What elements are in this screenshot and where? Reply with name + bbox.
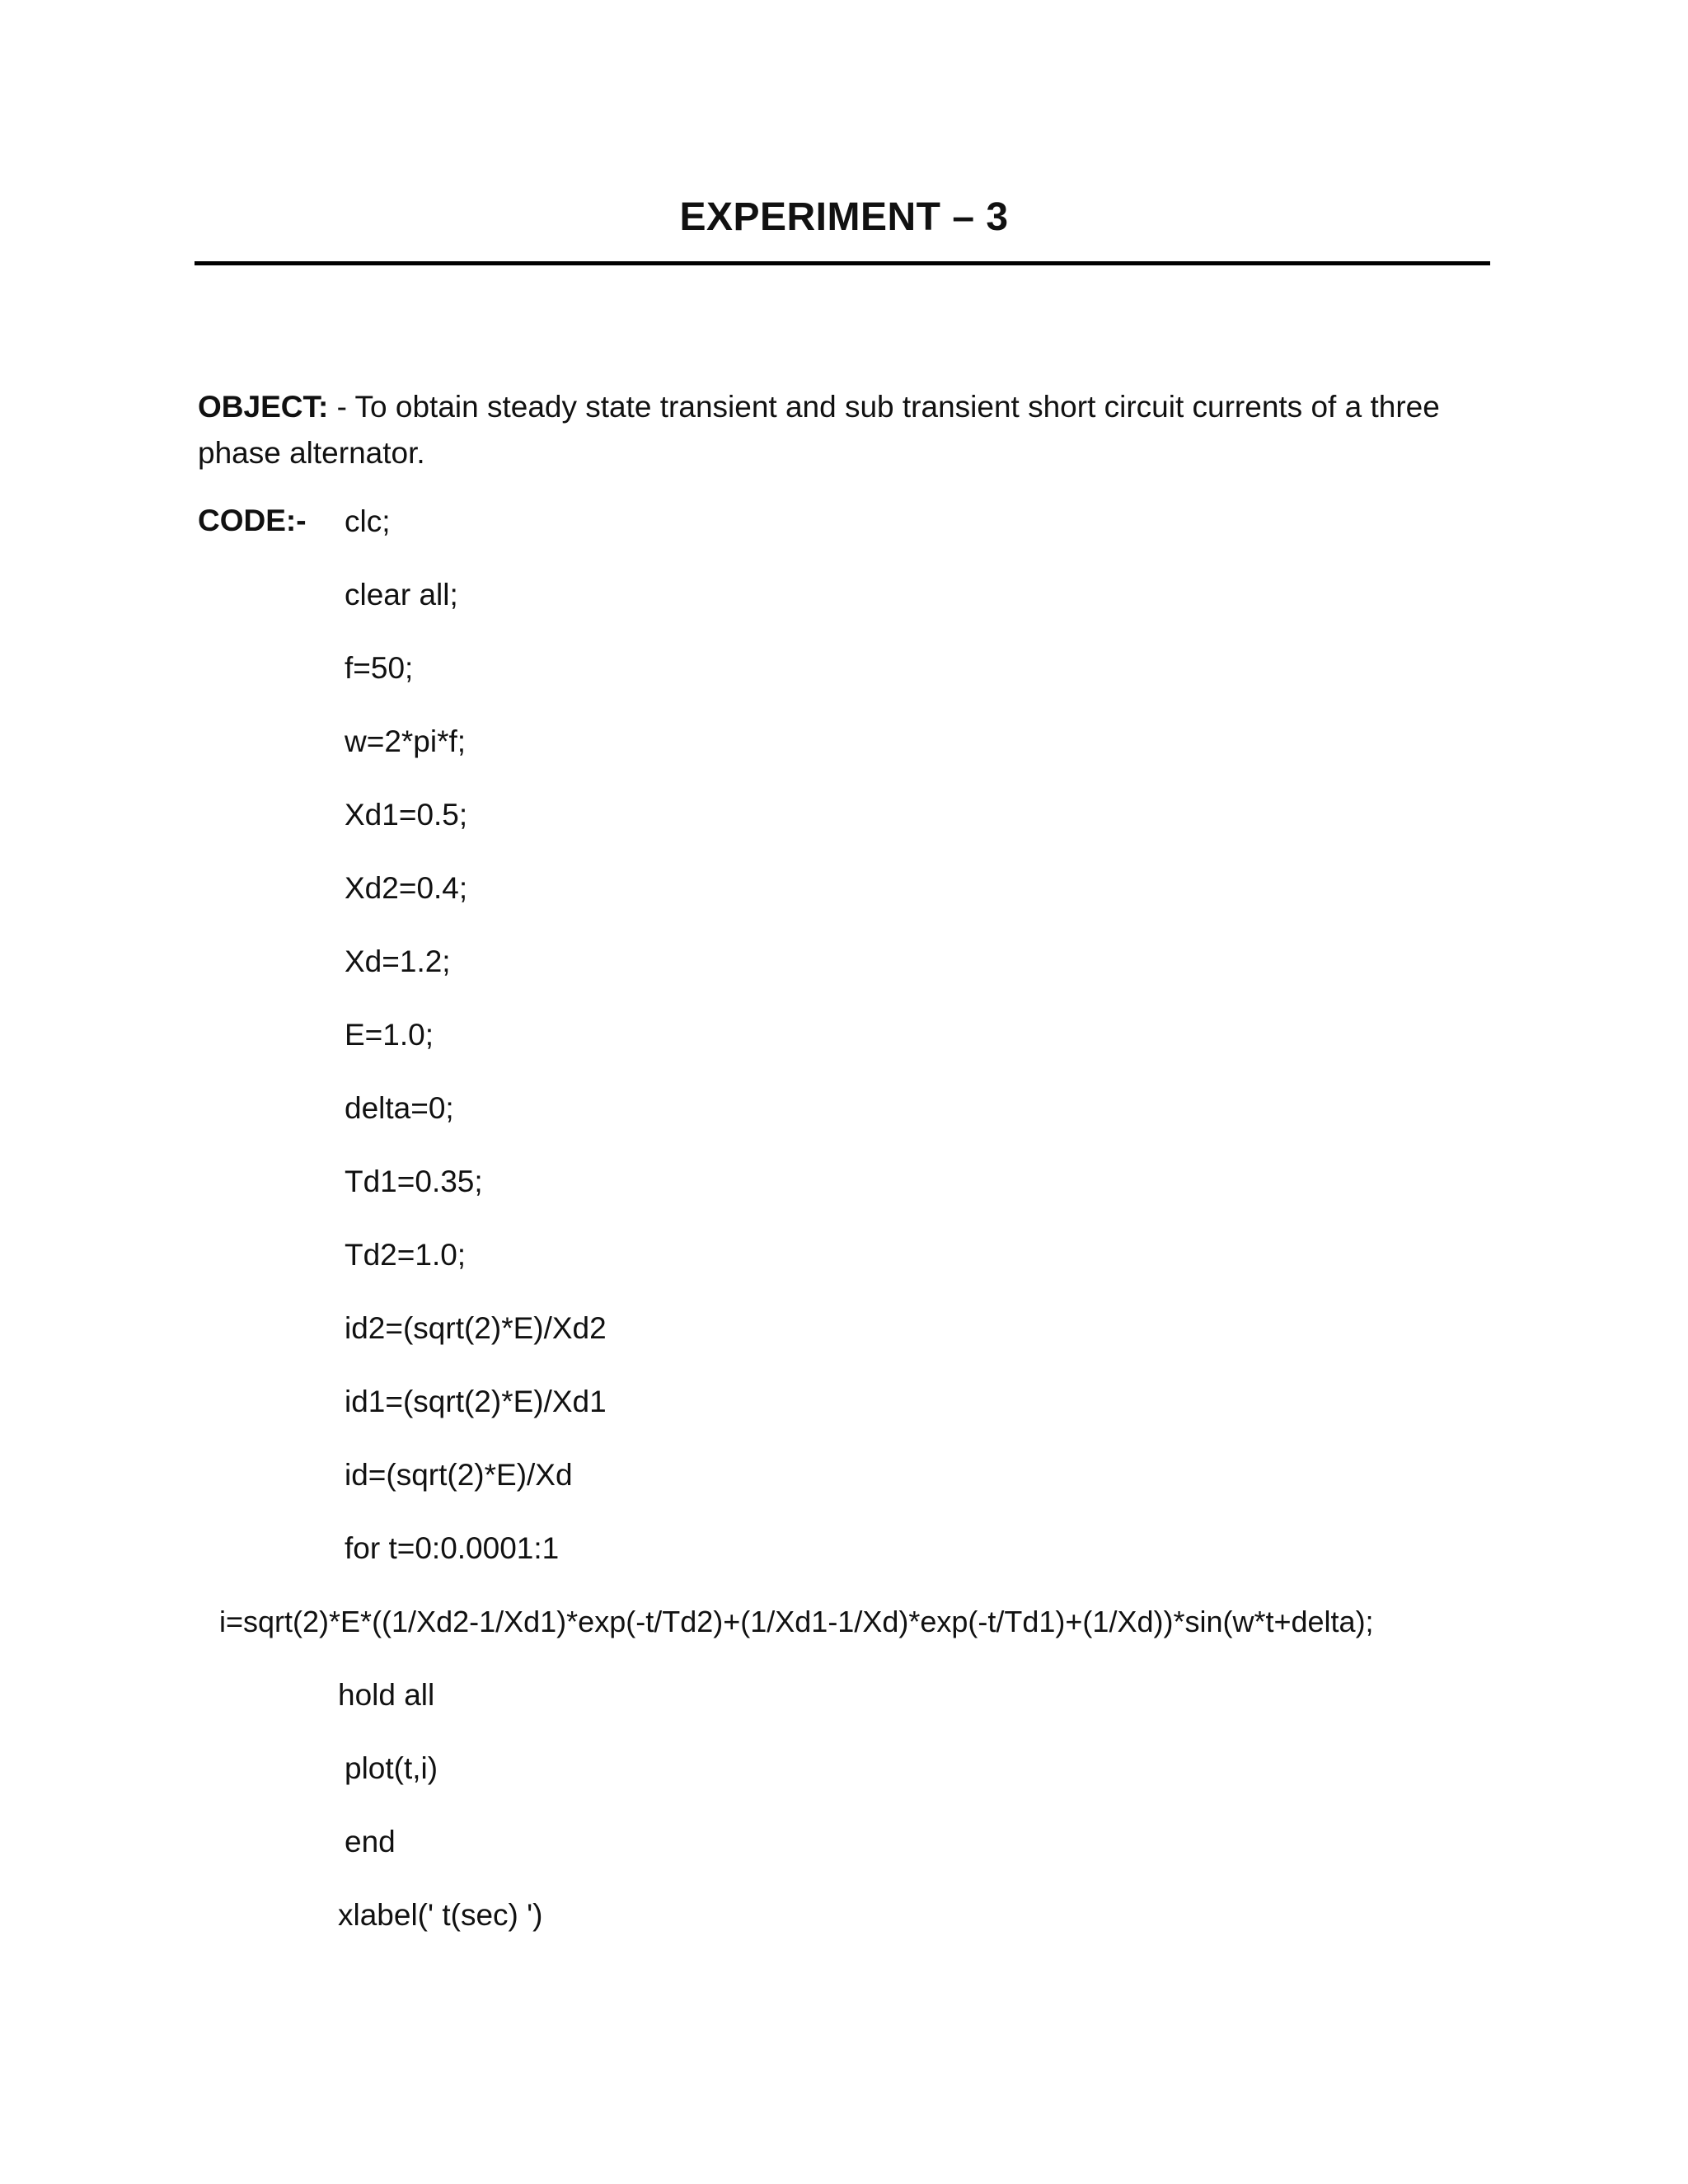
object-text: - To obtain steady state transient and sub transient short circuit currents of a three phase alternator. [198,390,1440,470]
code-line: id2=(sqrt(2)*E)/Xd2 [345,1311,607,1345]
code-line: Td2=1.0; [345,1238,467,1272]
code-line: Xd1=0.5; [345,798,468,832]
code-line: plot(t,i) [345,1751,438,1785]
object-paragraph [198,384,1492,476]
code-line: f=50; [345,651,414,685]
title-underline [195,261,1490,265]
code-line: w=2*pi*f; [345,724,467,758]
code-line: id=(sqrt(2)*E)/Xd [345,1458,573,1492]
code-line: i=sqrt(2)*E*((1/Xd2-1/Xd1)*exp(-t/Td2)+(1/Xd1-1/Xd)*exp(-t/Td1)+(1/Xd))*sin(w*t+delta); [219,1605,1374,1638]
code-line: clear all; [345,578,458,612]
code-line: Xd2=0.4; [345,871,468,905]
object-label: OBJECT: [198,390,329,424]
code-line: id1=(sqrt(2)*E)/Xd1 [345,1385,607,1418]
code-line: clc; [345,504,391,538]
code-line: delta=0; [345,1091,454,1125]
code-line: E=1.0; [345,1018,434,1052]
code-line: hold all [338,1678,435,1712]
code-line: end [345,1825,396,1858]
page-title: EXPERIMENT – 3 [679,195,1009,239]
code-line: xlabel(' t(sec) ') [338,1898,543,1932]
code-label: CODE:- [198,504,307,537]
code-line: Td1=0.35; [345,1165,483,1198]
code-line: Xd=1.2; [345,944,451,978]
code-line: for t=0:0.0001:1 [345,1531,560,1565]
